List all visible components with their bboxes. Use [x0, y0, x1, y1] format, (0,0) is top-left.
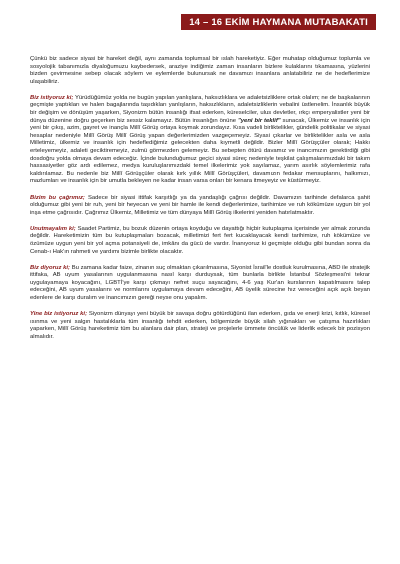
- header-title: 14 – 16 EKİM HAYMANA MUTABAKATI: [189, 16, 368, 28]
- paragraph-emphasis: "yeni bir teklif": [237, 117, 281, 124]
- paragraph-lead: Yine biz istiyoruz ki;: [30, 311, 88, 318]
- paragraph-biz-diyoruz: [30, 265, 370, 303]
- header-bar: [181, 14, 376, 30]
- paragraph-unutmayalim: [30, 226, 370, 256]
- paragraph-lead: Biz istiyoruz ki;: [30, 94, 74, 101]
- paragraph-text: Sadece bir siyasi ittifak karşıtlığı ya da yandaşlığı çağrısı değildir. Davamızın tarihinde defalarca şahit olduğumuz gibi yeni bir ruh, yeni bir heyecan ve yeni bir hamle ile kendi değerlerimize, tarihimize ve ruh kökümüze uygun bir yol inşa etme çağrısıdır. Çağrımız Ülkemiz, Milletimiz ve tüm dünyaya Millî Görüş ilkelerini yeniden hatırlatmaktır.: [30, 194, 370, 216]
- paragraph-yine-biz: [30, 311, 370, 341]
- paragraph-text: Yürüdüğümüz yolda ne bugün yapılan yanlışlara, haksızlıklara ve adaletsizliklere ortak olalım; ne de başkalarının geçmişte yaptıkları ve halen bagajlarında taşıdıkları yanlışların, haksızlıkların, adaletsizliklerin vebalini üstlenelim. İnsanlık büyük bir değişim ve dönüşüm yaşarken, Siyonizm bütün insanlığı ifsat ederken, küreselciler, ulus devletler, ırkçı emperyalistler yeni bir dünya düzenine doğru geçerken biz sessiz kalamayız. Bütün insanlığın önüne: [30, 94, 370, 124]
- paragraph-tail: sunacak, Ülkemiz ve insanlık için yeni bir çıkış, azim, gayret ve inançla Millî Görüş ortaya koymak zorundayız. Kısa vadeli birliktelikler, gündelik politikalar ve siyasi hesaplar nedeniyle Millî Görüş Millî Görüş yapan değerlerimizden vazgeçemeyiz. Siyasi çıkarlar ve birliktelikler asla ve asla Milletimiz, ülkemiz ve insanlık için hedeflediğimiz gelecekten daha kıymetli değildir. Bizler Millî Görüşçüler olarak; Hakkı erteleyemeyiz, adaleti geciktiremeyiz, zulmü görmezden gelemeyiz. Bu sebepten ötürü davamız ve inancımızın gerektirdiği gibi dosdoğru yolda olmaya devam edeceğiz. İçinde bulunduğumuz geçici siyasi süreç nedeniyle teşkilat çalışmalarımızdaki bir takım hassasiyetler göz ardı edilemez, medya kuruluşlarımızdaki temel ilkelerimiz yok sayılamaz, yarım asırlık söylemlerimiz rafa kaldırılamaz. Bu nedenle biz Millî Görüşçüler olarak kırk yıllık Millî Görüşçüleri, davamızın fedakar mensuplarını, halkımızı, mazlumları ve insanlık için bir umutla bekleyen ne kadar insan varsa onları bir kenara itmeyeyiz ve küstürmeyiz.: [30, 117, 370, 185]
- paragraph-text: Bu zamana kadar faize, zinanın suç olmaktan çıkarılmasına, Siyonist İsrail'le dostluk kurulmasına, ABD ile stratejik ittifaka, AB uyum yasalarının uygulanmasına nasıl karşı durduysak, tüm bunlarla birlikte İstanbul Sözleşmesi'ni tekrar uygulayamaya koyacağını, LGBTİ'ye karşı çıkmayı nefret suçu sayacağını, 4-6 yaş Kur'an kurslarının kapatılmasını talep edeceğini, AB uyum yasalarını ve normlarını uygulamaya devam edeceğini, AB üyelik sürecine hız vereceğini açık açık beyan edenlere de karşı duralım ve inancımızın gereği neyse onu yapalım.: [30, 264, 370, 302]
- body-text: [30, 56, 370, 350]
- paragraph-text: Siyonizm dünyayı yeni büyük bir savaşa doğru götürdüğünü ilan ederken, gıda ve enerji krizi, kıtlık, küresel ısınma ve yeni salgın hastalıklarla tüm insanlığı tehdit ederken, bölgemizde büyük silah yığınakları ve çatışma hazırlıkları yaparken, Millî Görüş hareketimiz tüm bu alanlara dair plan, strateji ve projelerle ümmete öncülük ve liderlik edecek bir pozisyon almalıdır.: [30, 311, 370, 340]
- paragraph-cagrimiz: [30, 195, 370, 218]
- paragraph-lead: Unutmayalım ki;: [30, 225, 76, 232]
- paragraph-intro: [30, 56, 370, 86]
- paragraph-text: Saadet Partimiz, bu bozuk düzenin ortaya koyduğu ve dayattığı hiçbir kutuplaşma içerisinde yer almak zorunda değildir. Hareketimizin tüm bu kutuplaşmaları bozacak, milletimizi fert fert kucaklayacak kendi tarihimize, ruh kökümüze ve özümüze uygun yeni bir yol açma potansiyeli de, imkânı da gücü de vardır. İnanıyoruz ki geçmişte olduğu gibi bundan sonra da Cenab-ı Hak'ın rahmeti ve yardımı bizimle birlikte olacaktır.: [30, 225, 370, 255]
- paragraph-lead: Bizim bu çağrımız;: [30, 194, 85, 201]
- paragraph-biz-istiyoruz: [30, 95, 370, 186]
- paragraph-text: Çünkü biz sadece siyasi bir hareket değil, aynı zamanda toplumsal bir ıslah hareketiyiz. Eğer muhatap olduğumuz toplumla ve sosyolojik tabanımızla diyaloğumuzu kaybedersek, araziye indiğimiz zaman insanların bizlere kulaklarını tıkamasına, yüzlerini bizden çevirmesine sebep olacak söylem ve eylemlerde bulunursak ne davamızı insanlara anlatabiliriz ne de hedeflerimize ulaşabiliriz.: [30, 56, 370, 85]
- paragraph-lead: Biz diyoruz ki;: [30, 264, 71, 271]
